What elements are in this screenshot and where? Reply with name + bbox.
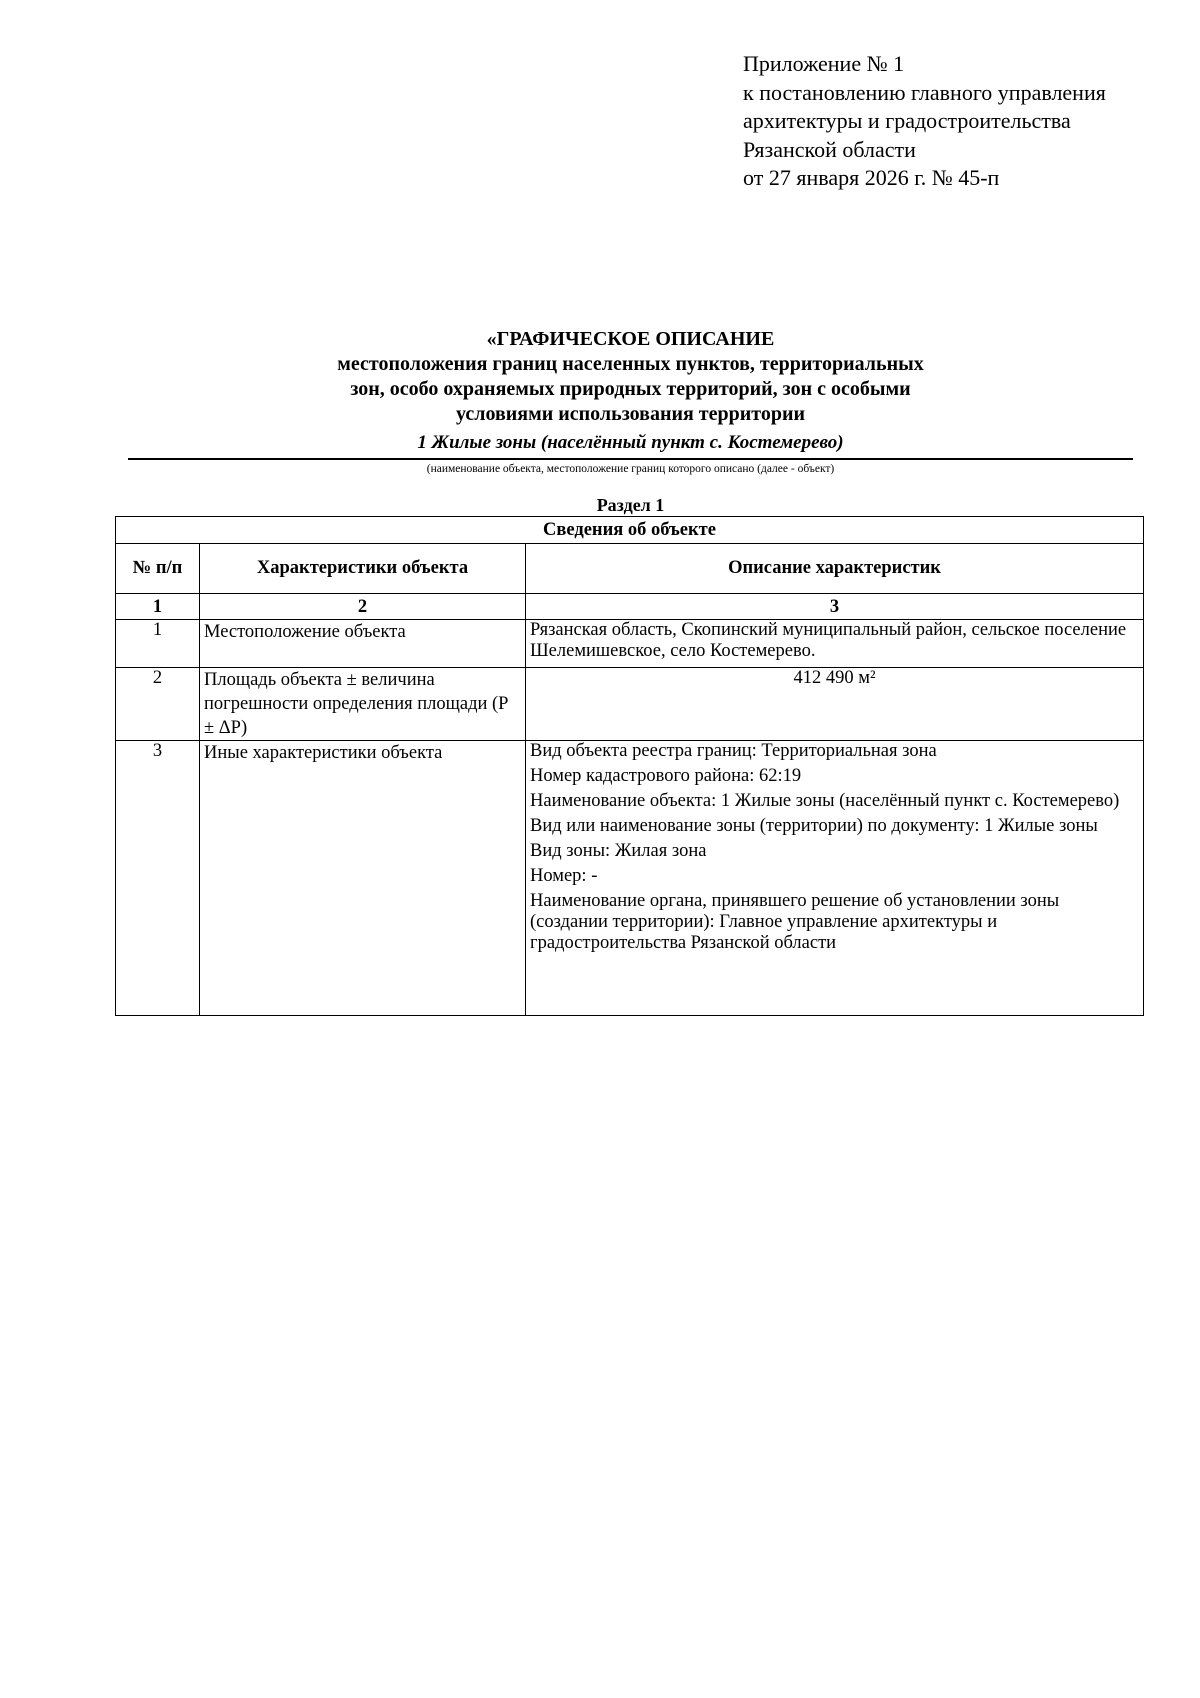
description-line: Наименование объекта: 1 Жилые зоны (населённый пункт с. Костемерево) [530, 791, 1120, 811]
description-line: Номер: - [530, 866, 598, 886]
row-description [526, 620, 1144, 668]
row-number: 3 [116, 741, 200, 1016]
table-caption-row [116, 517, 1144, 544]
description-line: 412 490 м² [793, 668, 876, 688]
object-info-table [115, 516, 1144, 1016]
table-row [116, 620, 1144, 668]
column-number: 2 [200, 594, 526, 620]
document-title [128, 327, 1133, 427]
section-label: Раздел 1 [596, 495, 665, 515]
column-numbers-row [116, 594, 1144, 620]
table-row [116, 668, 1144, 741]
title-line: зон, особо охраняемых природных территорий, зон с особыми [350, 378, 911, 400]
appendix-line: Приложение № 1 [743, 51, 905, 76]
column-number: 1 [116, 594, 200, 620]
header-description: Описание характеристик [526, 544, 1144, 594]
underline-caption: (наименование объекта, местоположение границ которого описано (далее - объект) [426, 463, 835, 475]
table-caption: Сведения об объекте [116, 517, 1144, 544]
appendix-line: к постановлению главного управления [743, 79, 1106, 105]
row-characteristic: Площадь объекта ± величина погрешности определения площади (P ± ΔP) [200, 668, 526, 741]
description-line: Наименование органа, принявшего решение об установлении зоны (создании территории): Главное управление архитектуры и градостроительства Рязанской области [530, 891, 1060, 953]
row-description [526, 668, 1144, 741]
object-name-underline [128, 458, 1133, 460]
row-number: 2 [116, 668, 200, 741]
row-characteristic: Иные характеристики объекта [200, 741, 526, 1016]
table-row [116, 741, 1144, 1016]
description-line: Вид зоны: Жилая зона [530, 841, 707, 861]
description-line: Вид объекта реестра границ: Территориальная зона [530, 741, 937, 761]
column-number: 3 [526, 594, 1144, 620]
title-line: местоположения границ населенных пунктов, территориальных [337, 353, 924, 375]
description-line: Рязанская область, Скопинский муниципальный район, сельское поселение Шелемишевское, село Костемерево. [530, 620, 1127, 661]
object-name: 1 Жилые зоны (населённый пункт с. Костемерево) [417, 432, 844, 453]
appendix-line: Рязанской области [743, 136, 916, 162]
row-description [526, 741, 1144, 1016]
description-line: Вид или наименование зоны (территории) по документу: 1 Жилые зоны [530, 816, 1098, 836]
title-line: условиями использования территории [455, 403, 806, 425]
row-number: 1 [116, 620, 200, 668]
appendix-reference [743, 50, 1106, 193]
title-line: «ГРАФИЧЕСКОЕ ОПИСАНИЕ [486, 328, 775, 350]
row-characteristic: Местоположение объекта [200, 620, 526, 668]
description-line: Номер кадастрового района: 62:19 [530, 766, 802, 786]
header-characteristic: Характеристики объекта [200, 544, 526, 594]
header-number: № п/п [116, 544, 200, 594]
appendix-line: архитектуры и градостроительства [743, 108, 1071, 133]
appendix-line: от 27 января 2026 г. № 45-п [743, 165, 1000, 190]
table-header-row [116, 544, 1144, 594]
